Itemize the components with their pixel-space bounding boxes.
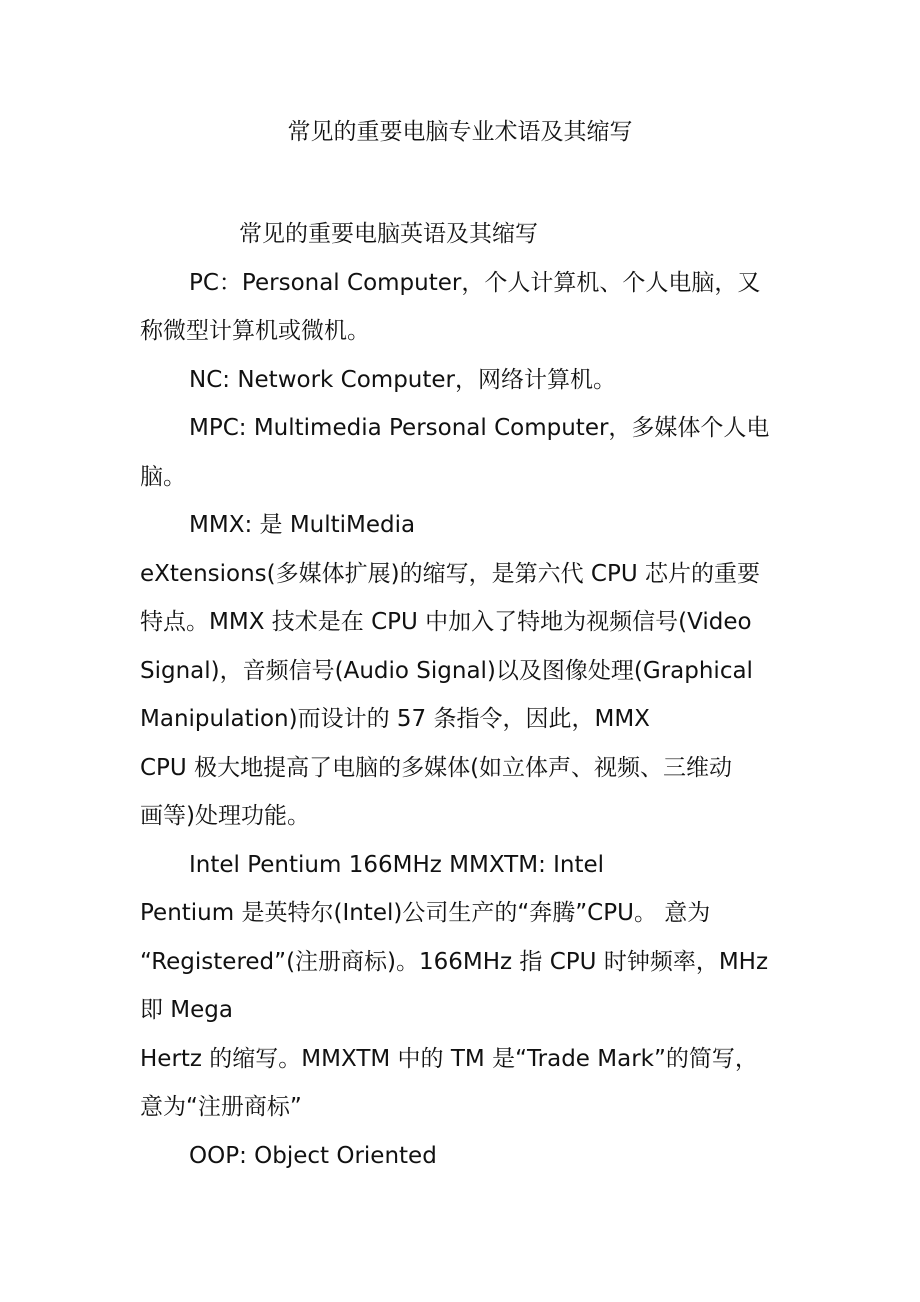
paragraph-line: MPC: Multimedia Personal Computer，多媒体个人电: [189, 415, 770, 441]
paragraph-line: Pentium 是英特尔(Intel)公司生产的“奔腾”CPU。 意为: [140, 900, 711, 926]
paragraph-line: OOP: Object Oriented: [189, 1142, 437, 1169]
paragraph-line: CPU 极大地提高了电脑的多媒体(如立体声、视频、三维动: [140, 754, 733, 781]
document-title: 常见的重要电脑专业术语及其缩写: [287, 119, 633, 145]
paragraph-line: Intel Pentium 166MHz MMXTM: Intel: [189, 851, 605, 878]
paragraph-line: 称微型计算机或微机。: [140, 318, 370, 344]
paragraph-line: 脑。: [140, 463, 186, 490]
paragraph-line: Signal)，音频信号(Audio Signal)以及图像处理(Graphical: [140, 657, 753, 684]
paragraph-line: 特点。MMX 技术是在 CPU 中加入了特地为视频信号(Video: [140, 609, 752, 635]
paragraph-line: 意为“注册商标”: [140, 1094, 302, 1120]
paragraph-line: Hertz 的缩写。MMXTM 中的 TM 是“Trade Mark”的简写，: [140, 1045, 758, 1072]
paragraph-line: Manipulation)而设计的 57 条指令，因此，MMX: [140, 706, 650, 732]
paragraph-line: MMX: 是 MultiMedia: [189, 512, 416, 538]
paragraph-line: “Registered”(注册商标)。166MHz 指 CPU 时钟频率，MHz: [140, 948, 769, 975]
document-body: [140, 210, 780, 1180]
paragraph-line: PC：Personal Computer，个人计算机、个人电脑，又: [189, 269, 761, 296]
paragraph-line: 画等)处理功能。: [140, 803, 310, 829]
paragraph-line: eXtensions(多媒体扩展)的缩写，是第六代 CPU 芯片的重要: [140, 560, 760, 587]
paragraph-line: 即 Mega: [140, 997, 233, 1023]
section-heading: 常见的重要电脑英语及其缩写: [239, 221, 538, 247]
paragraph-line: NC: Network Computer，网络计算机。: [189, 366, 617, 393]
